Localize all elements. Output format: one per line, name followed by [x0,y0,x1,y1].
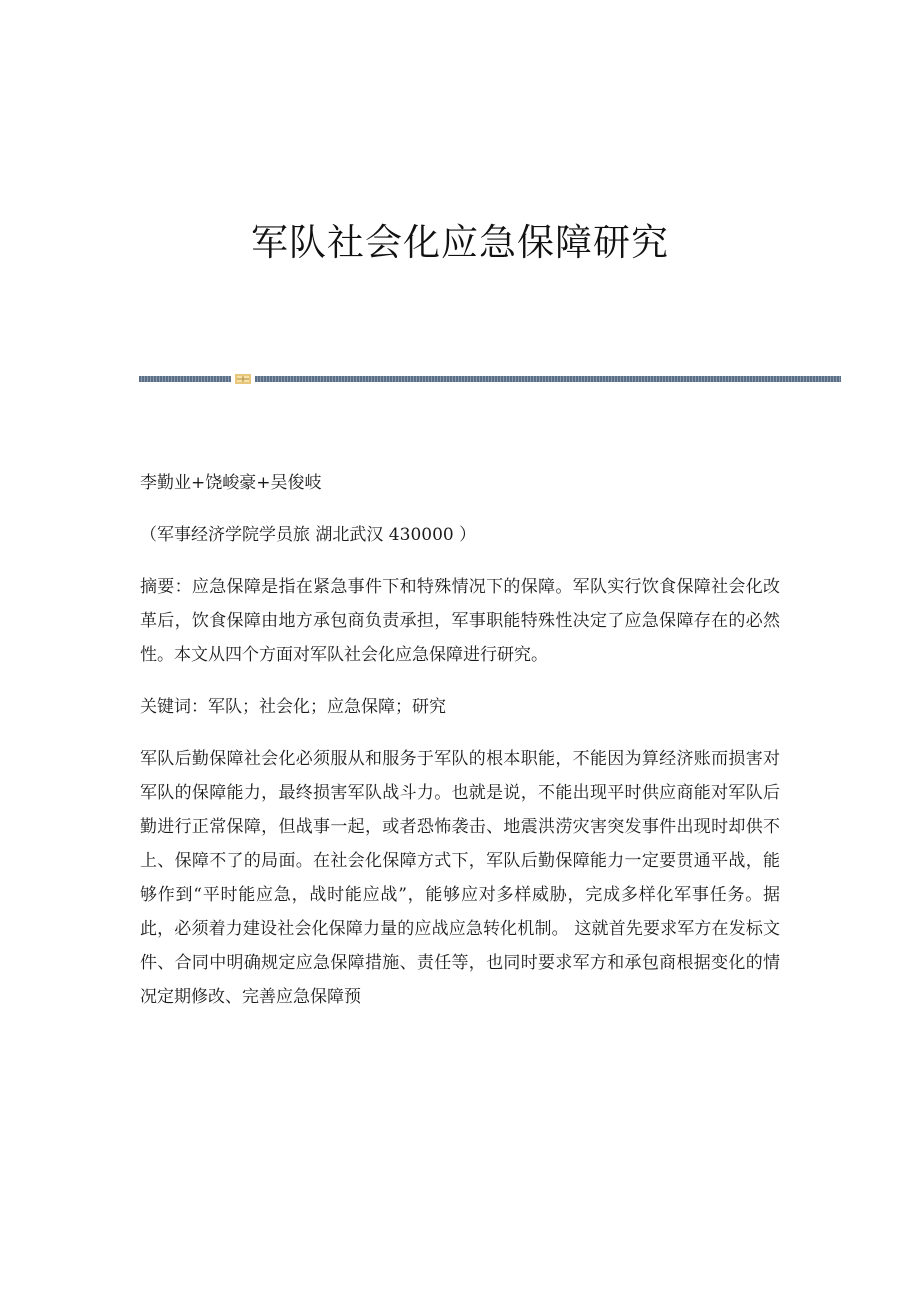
authors: 李勤业+饶峻豪+吴俊岐 [140,473,322,493]
title-divider [139,374,841,384]
body-paragraph: 军队后勤保障社会化必须服从和服务于军队的根本职能，不能因为算经济账而损害对军队的保障能力，最终损害军队战斗力。也就是说，不能出现平时供应商能对军队后勤进行正常保障，但战事一起，或者恐怖袭击、地震洪涝灾害突发事件出现时却供不上、保障不了的局面。在社会化保障方式下，军队后勤保障能力一定要贯通平战，能够作到“平时能应急，战时能应战”，能够应对多样威胁，完成多样化军事任务。据此，必须着力建设社会化保障力量的应战应急转化机制。 这就首先要求军方在发标文件、合同中明确规定应急保障措施、责任等，也同时要求军方和承包商根据变化的情况定期修改、完善应急保障预 [140,749,780,1007]
abstract: 摘要：应急保障是指在紧急事件下和特殊情况下的保障。军队实行饮食保障社会化改革后，饮食保障由地方承包商负责承担，军事职能特殊性决定了应急保障存在的必然性。本文从四个方面对军队社会化应急保障进行研究。 [140,577,780,665]
divider-bar-right [255,376,841,382]
divider-bar-left [139,376,231,382]
keywords: 关键词：军队；社会化；应急保障；研究 [140,697,446,717]
article-content [140,466,780,1032]
affiliation: （军事经济学院学员旅 湖北武汉 430000 ） [140,525,477,545]
divider-ornament-icon [235,374,251,384]
document-title: 军队社会化应急保障研究 [251,221,669,264]
